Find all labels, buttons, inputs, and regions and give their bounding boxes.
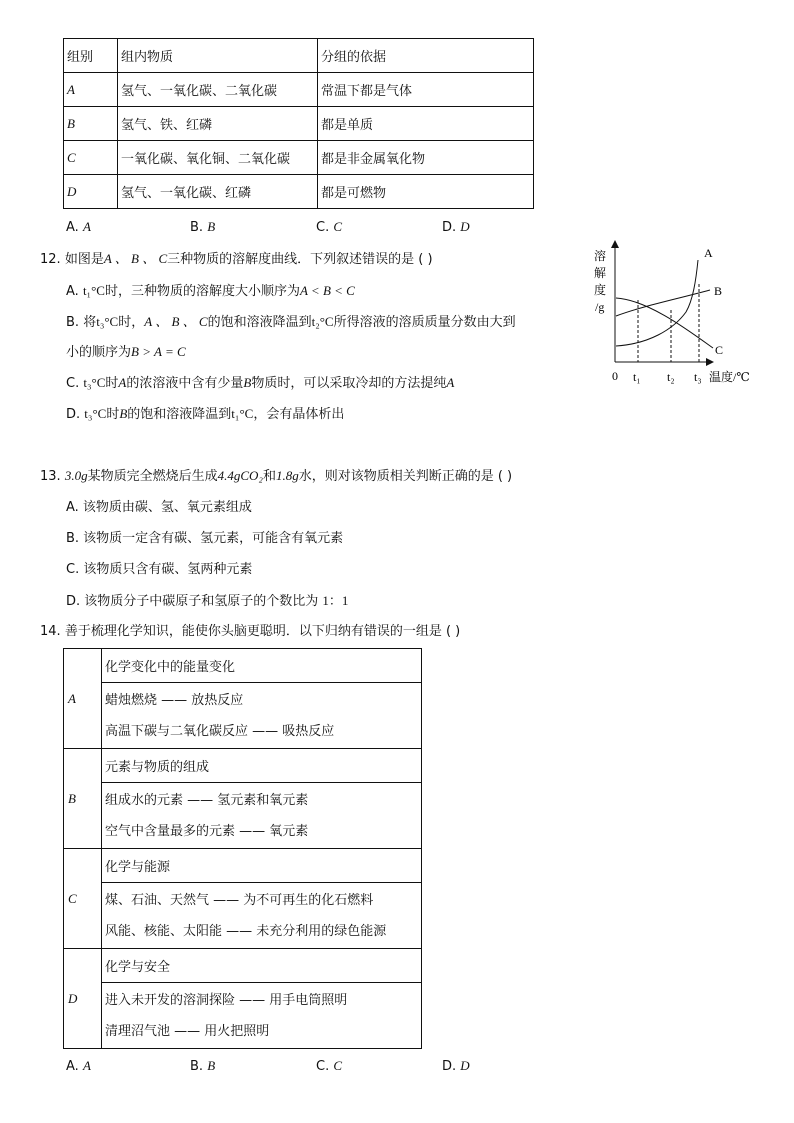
q14-line: 进入未开发的溶洞探险 —— 用手电筒照明	[105, 992, 348, 1008]
q14-line: 组成水的元素 —— 氢元素和氧元素	[105, 792, 309, 808]
q14-group-title: 化学变化中的能量变化	[102, 649, 422, 683]
table-row	[64, 783, 422, 849]
q11-header-substances: 组内物质	[118, 39, 318, 73]
option-text: 时	[106, 407, 120, 422]
solubility-graph	[588, 240, 768, 390]
option-expr: B > A = C	[131, 344, 186, 359]
option-text: 时	[105, 376, 119, 391]
q11-row-label: A	[64, 73, 118, 107]
option-abc: A 、 B 、 C	[144, 314, 208, 329]
option-text: D. 该物质分子中碳原子和氢原子的个数比为	[66, 594, 319, 609]
q14-stem-text: 善于梳理化学知识，能使你头脑更聪明．以下归纳有错误的一组是 ( )	[64, 624, 461, 639]
option-text: 的饱和溶液降温到	[127, 407, 232, 422]
q11-row-label: C	[64, 141, 118, 175]
q11-row-substances: 一氧化碳、氧化铜、二氧化碳	[118, 141, 318, 175]
curve-label-b: B	[714, 284, 723, 298]
table-row	[64, 949, 422, 983]
q14-line: 高温下碳与二氧化碳反应 —— 吸热反应	[105, 723, 335, 739]
option-key: C.	[66, 376, 80, 391]
q11-header-basis: 分组的依据	[318, 39, 534, 73]
q13-stem	[40, 467, 512, 486]
q11-row-substances: 氢气、铁、红磷	[118, 107, 318, 141]
q14-group-label: D	[64, 949, 102, 1049]
option-text: ，会有晶体析出	[253, 407, 345, 422]
y-label-2: 解	[594, 266, 607, 280]
q14-group-body	[102, 883, 422, 949]
q12-option-a[interactable]	[66, 282, 355, 301]
table-row	[64, 883, 422, 949]
q13-option-b[interactable]: B. 该物质一定含有碳、氢元素，可能含有氧元素	[66, 531, 344, 546]
option-var: B	[119, 406, 128, 421]
q14-group-body	[102, 783, 422, 849]
option-ratio: 1：1	[322, 593, 349, 608]
q13-stem-text: 和	[262, 469, 276, 484]
q14-stem	[40, 623, 460, 641]
table-row	[64, 649, 422, 683]
q12-option-c[interactable]	[66, 374, 454, 393]
q12-option-b-line2	[66, 343, 186, 362]
q13-option-a[interactable]: A. 该物质由碳、氢、氧元素组成	[66, 500, 252, 515]
q14-line: 蜡烛燃烧 —— 放热反应	[105, 692, 244, 708]
y-label-4: /g	[595, 300, 605, 314]
option-expr: A < B < C	[299, 283, 355, 298]
option-text: 小的顺序为	[66, 345, 132, 360]
temp-t1: t₁°C	[231, 406, 254, 421]
option-var: B	[243, 375, 252, 390]
q14-option-d[interactable]: D. D	[442, 1058, 470, 1074]
q12-number: 12.	[40, 252, 61, 267]
q11-row-basis: 都是可燃物	[318, 175, 534, 209]
temp-t3: t₃°C	[96, 314, 119, 329]
q14-group-label: A	[64, 649, 102, 749]
tick-t2: t₂	[667, 370, 675, 384]
option-key: A.	[66, 284, 79, 299]
q11-row-basis: 常温下都是气体	[318, 73, 534, 107]
option-text: 所得溶液的溶质质量分数由大到	[333, 315, 516, 330]
q14-line: 煤、石油、天然气 —— 为不可再生的化石燃料	[105, 892, 374, 908]
q11-row-label: B	[64, 107, 118, 141]
q13-mass-3: 1.8g	[275, 468, 299, 483]
q14-group-label: C	[64, 849, 102, 949]
q11-row-basis: 都是非金属氧化物	[318, 141, 534, 175]
curve-label-a: A	[704, 246, 713, 260]
q12-option-b[interactable]	[66, 313, 516, 332]
q11-option-c[interactable]: C. C	[316, 219, 343, 235]
temp-t3: t₃°C	[84, 406, 107, 421]
q11-table	[63, 38, 534, 209]
q12-stem-abc: A 、 B 、 C	[103, 251, 168, 266]
q14-line: 风能、核能、太阳能 —— 未充分利用的绿色能源	[105, 923, 387, 939]
q11-row-label: D	[64, 175, 118, 209]
option-key: D.	[66, 407, 81, 422]
y-label-1: 溶	[594, 249, 607, 263]
q13-mass-2: 4.4gCO₂	[217, 468, 263, 483]
temp-t3: t₃°C	[83, 375, 106, 390]
curve-c	[616, 298, 713, 348]
q14-table	[63, 648, 422, 1049]
table-row	[64, 683, 422, 749]
q13-stem-text: 某物质完全燃烧后生成	[87, 469, 218, 484]
option-text: 的浓溶液中含有少量	[126, 376, 244, 391]
q11-option-d[interactable]: D. D	[442, 219, 470, 235]
q14-line: 清理沼气池 —— 用火把照明	[105, 1023, 270, 1039]
q13-option-d[interactable]	[66, 592, 348, 611]
q12-stem	[40, 250, 433, 269]
q13-stem-text: 水，则对该物质相关判断正确的是 ( )	[298, 469, 513, 484]
q14-group-body	[102, 983, 422, 1049]
q11-option-b[interactable]: B. B	[190, 219, 216, 235]
q13-option-c[interactable]: C. 该物质只含有碳、氢两种元素	[66, 562, 253, 577]
option-text: 的饱和溶液降温到	[207, 315, 312, 330]
q13-mass-1: 3.0g	[64, 468, 88, 483]
curve-label-c: C	[715, 343, 724, 357]
q11-row-basis: 都是单质	[318, 107, 534, 141]
option-var: A	[446, 375, 455, 390]
q13-number: 13.	[40, 469, 61, 484]
y-label-3: 度	[594, 283, 607, 297]
option-key: B.	[66, 315, 80, 330]
q12-option-d[interactable]	[66, 405, 344, 424]
table-row	[64, 141, 534, 175]
q14-group-title: 元素与物质的组成	[102, 749, 422, 783]
option-text: 时，	[118, 315, 145, 330]
q14-group-body	[102, 683, 422, 749]
curve-a	[616, 260, 698, 346]
q12-stem-text: 如图是	[64, 252, 104, 267]
temp-t1: t₁°C	[82, 283, 105, 298]
q14-number: 14.	[40, 624, 61, 639]
table-row	[64, 849, 422, 883]
table-row	[64, 73, 534, 107]
q14-option-b[interactable]: B. B	[190, 1058, 216, 1074]
temp-t2: t₂°C	[311, 314, 334, 329]
tick-t1: t₁	[633, 370, 641, 384]
option-text: 将	[83, 315, 97, 330]
q11-option-a[interactable]: A. A	[66, 219, 91, 235]
table-row	[64, 983, 422, 1049]
q14-line: 空气中含量最多的元素 —— 氧元素	[105, 823, 309, 839]
q14-group-title: 化学与安全	[102, 949, 422, 983]
table-row	[64, 175, 534, 209]
table-row	[64, 749, 422, 783]
x-label: 温度/℃	[709, 370, 750, 384]
option-text: 物质时，可以采取冷却的方法提纯	[251, 376, 447, 391]
q11-header-group: 组别	[64, 39, 118, 73]
q14-option-c[interactable]: C. C	[316, 1058, 343, 1074]
q14-options	[66, 1057, 470, 1076]
option-text: 时，三种物质的溶解度大小顺序为	[104, 284, 300, 299]
q12-stem-text: 三种物质的溶解度曲线．下列叙述错误的是 ( )	[167, 252, 433, 267]
q14-group-label: B	[64, 749, 102, 849]
q11-row-substances: 氢气、一氧化碳、二氧化碳	[118, 73, 318, 107]
tick-t3: t₃	[694, 370, 702, 384]
table-row	[64, 107, 534, 141]
origin-label: 0	[612, 369, 618, 383]
q14-group-title: 化学与能源	[102, 849, 422, 883]
q11-row-substances: 氢气、一氧化碳、红磷	[118, 175, 318, 209]
q14-option-a[interactable]: A. A	[66, 1058, 91, 1074]
q11-options	[66, 218, 470, 237]
curve-b	[616, 290, 710, 316]
option-var: A	[118, 375, 127, 390]
